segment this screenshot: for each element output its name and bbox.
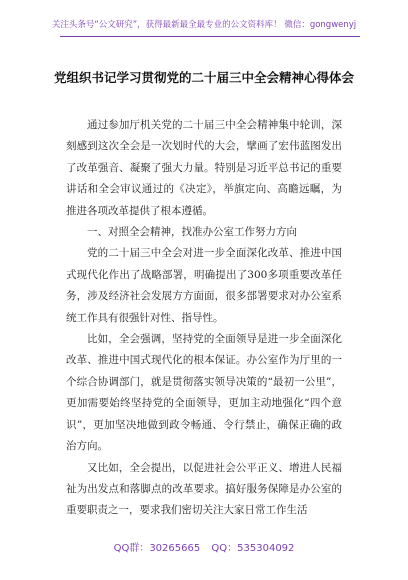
paragraph: 又比如，全会提出，以促进社会公平正义、增进人民福祉为出发点和落脚点的改革要求。搞好服务保障是办公室的重要职责之一，要求我们密切关注大家日常工作生活: [66, 461, 342, 517]
footer-qq-group: QQ群：30265665: [113, 543, 201, 554]
paragraph: 通过参加厅机关党的二十届三中全会精神集中轮训，深刻感到这次全会是一次划时代的大会，擘画了宏伟蓝图发出了改革强音、凝聚了强大力量。特别是习近平总书记的重要讲话和全会审议通过的《决定》，举旗定向、高瞻远瞩，为推进各项改革提供了根本遵循。: [66, 119, 342, 217]
footer-qq: QQ：535304092: [211, 543, 295, 554]
document-body: [66, 115, 342, 522]
header-note: 关注头条号“公文研究”，获得最新最全最专业的公文资料库！ 微信：gongwenyj: [51, 20, 357, 30]
paragraph: 党的二十届三中全会对进一步全面深化改革、推进中国式现代化作出了战略部署，明确提出了300多项重要改革任务，涉及经济社会发展方方面面，很多部署要求对办公室系统工作具有很强针对性、指导性。: [66, 247, 342, 324]
footer-contact: [0, 539, 408, 554]
document-title: 党组织书记学习贯彻党的二十届三中全会精神心得体会: [53, 70, 354, 85]
paragraph: 比如，全会强调，坚持党的全面领导是进一步全面深化改革、推进中国式现代化的根本保证。办公室作为厅里的一个综合协调部门，就是贯彻落实领导决策的“最初一公里”，更加需要始终坚持党的全面领导，更加主动地强化“四个意识”，更加坚决地做到政令畅通、令行禁止，确保正确的政治方向。: [66, 333, 342, 453]
section-heading: 一、对照全会精神，找准办公室工作努力方向: [87, 226, 297, 239]
header-divider: [60, 36, 360, 37]
